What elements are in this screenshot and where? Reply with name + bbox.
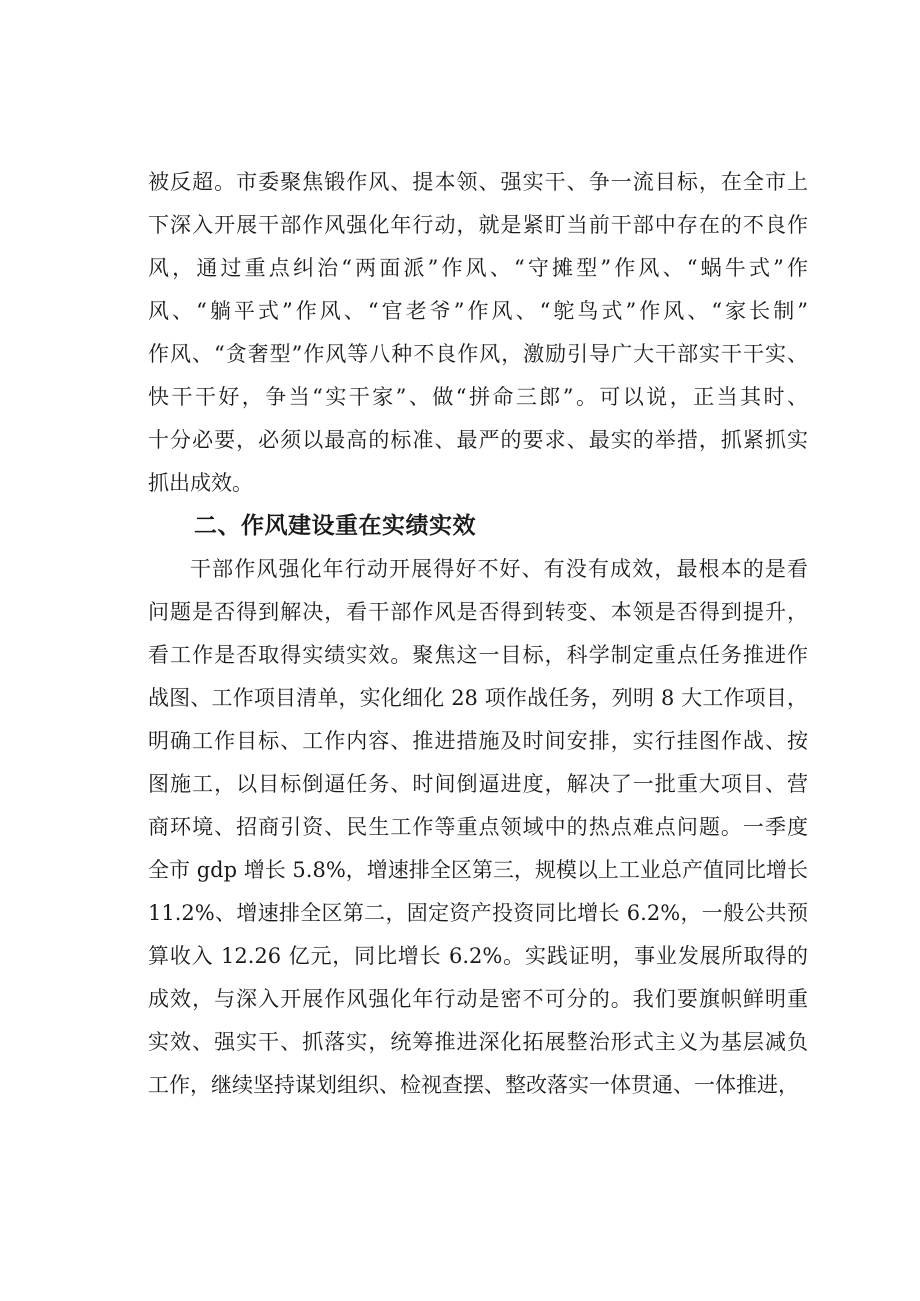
text-line: 11.2%、增速排全区第二，固定资产投资同比增长 6.2%，一般公共预 [148,901,808,925]
text-line: 干部作风强化年行动开展得好不好、有没有成效，最根本的是看 [190,557,808,581]
text-line: 问题是否得到解决，看干部作风是否得到转变、本领是否得到提升， [148,600,808,624]
text-line: 工作，继续坚持谋划组织、检视查摆、整改落实一体贯通、一体推进， [148,1073,799,1097]
text-line: 风、“躺平式”作风、“官老爷”作风、“鸵鸟式”作风、“家长制” [148,299,808,323]
text-line: 全市 gdp 增长 5.8%，增速排全区第三，规模以上工业总产值同比增长 [148,858,808,882]
paragraph-results [148,548,808,1107]
text-line: 看工作是否取得实绩实效。聚焦这一目标，科学制定重点任务推进作 [148,643,808,667]
text-line: 快干干好，争当“实干家”、做“拼命三郎”。可以说，正当其时、 [148,385,808,409]
text-line: 十分必要，必须以最高的标准、最严的要求、最实的举措，抓紧抓实 [148,428,808,452]
body-text [148,161,808,1107]
text-line: 明确工作目标、工作内容、推进措施及时间安排，实行挂图作战、按 [148,729,808,753]
text-line: 成效，与深入开展作风强化年行动是密不可分的。我们要旗帜鲜明重 [148,987,808,1011]
text-line: 实效、强实干、抓落实，统筹推进深化拓展整治形式主义为基层减负 [148,1030,808,1054]
text-line: 图施工，以目标倒逼任务、时间倒逼进度，解决了一批重大项目、营 [148,772,808,796]
paragraph-continuation [148,161,808,505]
text-line: 被反超。市委聚焦锻作风、提本领、强实干、争一流目标，在全市上 [148,170,808,194]
text-line: 商环境、招商引资、民生工作等重点领域中的热点难点问题。一季度 [148,815,808,839]
text-line: 算收入 12.26 亿元，同比增长 6.2%。实践证明，事业发展所取得的 [148,944,808,968]
text-line: 下深入开展干部作风强化年行动，就是紧盯当前干部中存在的不良作 [148,213,808,237]
text-line: 抓出成效。 [148,471,253,495]
section-heading: 二、作风建设重在实绩实效 [194,513,476,539]
text-line: 战图、工作项目清单，实化细化 28 项作战任务，列明 8 大工作项目， [148,686,808,710]
text-line: 作风、“贪奢型”作风等八种不良作风，激励引导广大干部实干干实、 [148,342,808,366]
text-line: 风，通过重点纠治“两面派”作风、“守摊型”作风、“蜗牛式”作 [148,256,808,280]
